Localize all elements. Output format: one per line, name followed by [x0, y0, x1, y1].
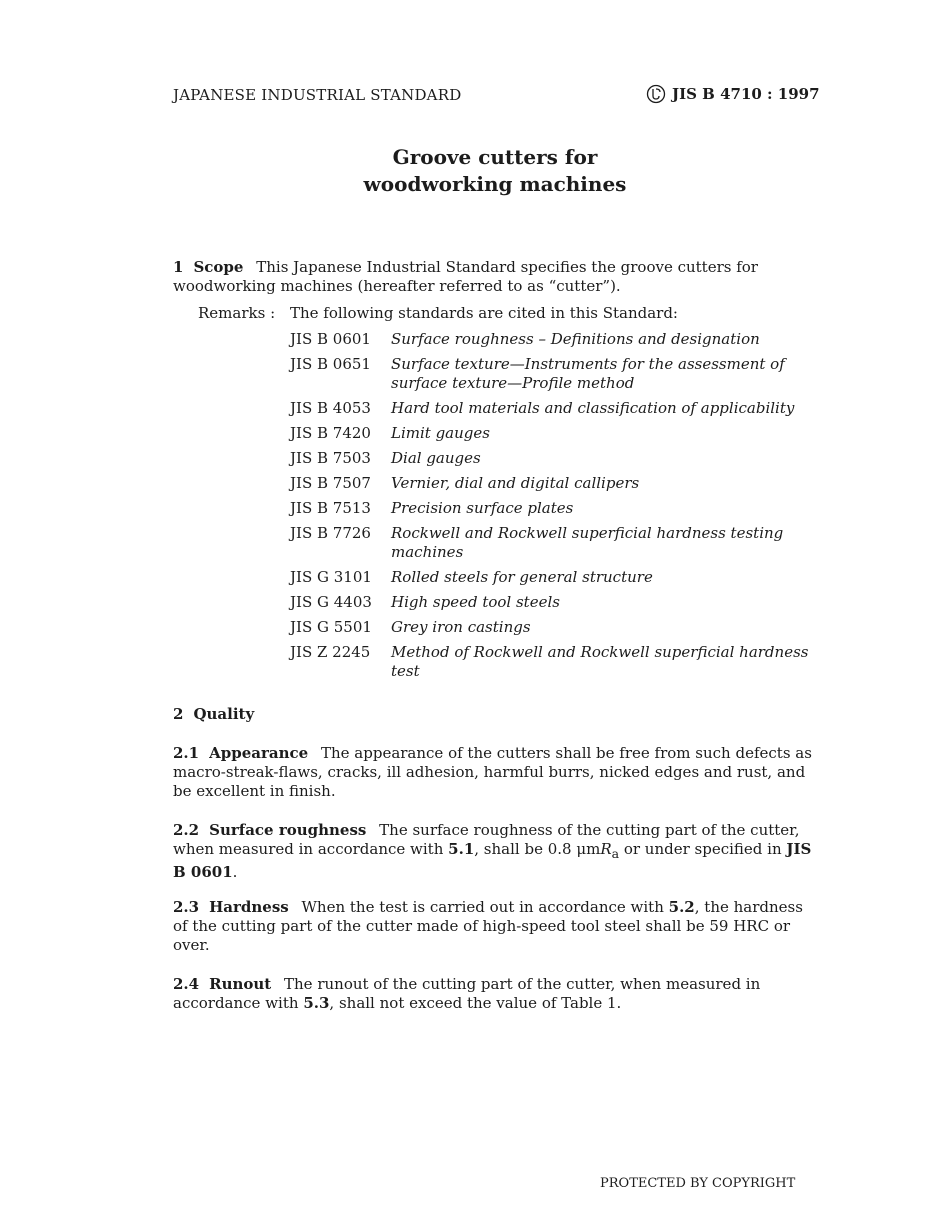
standard-code: JIS G 5501	[290, 618, 372, 636]
standard-code: JIS B 4053	[290, 399, 371, 417]
roughness-text-b: , shall be 0.8 μm	[474, 840, 601, 858]
standard-code: JIS B 0651	[290, 355, 371, 373]
appearance-text: The appearance of the cutters shall be free from such defects as macro-streak-flaws, cracks, ill adhesion, harmful burrs, nicked edges and rust, and be excellent in finish.	[173, 744, 812, 800]
standard-title: Method of Rockwell and Rockwell superficial hardness test	[391, 643, 809, 680]
standard-title: Surface texture—Instruments for the assessment of surface texture—Profile method	[391, 355, 785, 392]
scope-heading: Scope	[193, 258, 244, 276]
cited-standard-row	[290, 568, 822, 587]
cited-standard-row	[290, 474, 822, 493]
runout-number: 2.4	[173, 975, 200, 993]
roughness-heading: Surface roughness	[209, 821, 367, 839]
appearance-number: 2.1	[173, 744, 200, 762]
remarks-label: Remarks :	[198, 304, 276, 322]
scope-number: 1	[173, 258, 184, 276]
runout-text-b: , shall not exceed the value of Table 1.	[329, 994, 622, 1012]
title-line-2: woodworking machines	[363, 172, 627, 196]
runout-section	[173, 975, 820, 1013]
cited-standard-row	[290, 618, 822, 637]
cited-standard-row	[290, 524, 822, 562]
cited-standard-row	[290, 499, 822, 518]
standard-code: JIS B 7507	[290, 474, 371, 492]
quality-heading	[173, 705, 254, 723]
roughness-text: The surface roughness of the cutting part of the cutter, when measured in accordance with	[173, 821, 800, 858]
standard-title: Precision surface plates	[391, 499, 574, 517]
ra-symbol: R	[600, 840, 612, 858]
cited-standard-row	[290, 355, 822, 393]
hardness-heading: Hardness	[209, 898, 289, 916]
cited-standard-row	[290, 593, 822, 612]
standard-code: JIS B 7420	[290, 424, 371, 442]
document-title	[0, 144, 950, 198]
roughness-text-d: .	[232, 863, 238, 881]
cited-standard-row	[290, 399, 822, 418]
standard-code: JIS B 7726	[290, 524, 371, 542]
scope-section	[173, 258, 820, 296]
cited-standard-row	[290, 330, 822, 349]
cited-standard-row	[290, 643, 822, 681]
appearance-heading: Appearance	[209, 744, 309, 762]
standard-title: Surface roughness – Definitions and designation	[391, 330, 760, 348]
title-line-1: Groove cutters for	[392, 145, 598, 169]
hardness-section	[173, 898, 820, 955]
standard-code: JIS B 7513	[290, 499, 371, 517]
roughness-standard-ref: JIS B 0601	[173, 840, 812, 881]
hardness-number: 2.3	[173, 898, 200, 916]
standard-code: JIS Z 2245	[290, 643, 371, 661]
scope-text: This Japanese Industrial Standard specifies the groove cutters for woodworking machines (hereafter referred to as “cutter”).	[173, 258, 758, 295]
standard-code: JIS B 0601	[290, 330, 371, 348]
runout-heading: Runout	[209, 975, 272, 993]
cited-standard-row	[290, 424, 822, 443]
standard-code: JIS B 7503	[290, 449, 371, 467]
standard-title: Hard tool materials and classification of applicability	[391, 399, 795, 417]
standard-number-header	[646, 84, 820, 104]
standard-title: Rockwell and Rockwell superficial hardness testing machines	[391, 524, 784, 561]
quality-number: 2	[173, 705, 184, 723]
roughness-clause-ref: 5.1	[448, 840, 475, 858]
standard-code: JIS G 3101	[290, 568, 372, 586]
hardness-text: When the test is carried out in accordance with	[301, 898, 664, 916]
standard-title: Grey iron castings	[391, 618, 531, 636]
cited-standards-list	[290, 330, 822, 687]
runout-clause-ref: 5.3	[303, 994, 330, 1012]
ra-subscript: a	[611, 846, 620, 861]
standard-code: JIS G 4403	[290, 593, 372, 611]
standard-title: Rolled steels for general structure	[391, 568, 653, 586]
standard-title: Dial gauges	[391, 449, 481, 467]
cited-standard-row	[290, 449, 822, 468]
runout-text: The runout of the cutting part of the cutter, when measured in accordance with	[173, 975, 761, 1012]
standard-org-header: JAPANESE INDUSTRIAL STANDARD	[173, 86, 462, 104]
standard-title: Limit gauges	[391, 424, 490, 442]
standard-title: Vernier, dial and digital callipers	[391, 474, 640, 492]
roughness-number: 2.2	[173, 821, 200, 839]
remarks-intro: The following standards are cited in this Standard:	[290, 304, 678, 322]
hardness-clause-ref: 5.2	[668, 898, 695, 916]
copyright-footer: PROTECTED BY COPYRIGHT	[600, 1176, 796, 1191]
standard-number: JIS B 4710 : 1997	[672, 85, 820, 103]
surface-roughness-section	[173, 821, 820, 882]
standard-title: High speed tool steels	[391, 593, 560, 611]
quality-title: Quality	[193, 705, 255, 723]
roughness-text-c: or under specified in	[619, 840, 782, 858]
appearance-section	[173, 744, 820, 801]
hardness-text-b: , the hardness of the cutting part of the cutter made of high-speed tool steel shall be 59 HRC or over.	[173, 898, 803, 954]
jis-mark-icon	[646, 84, 666, 104]
